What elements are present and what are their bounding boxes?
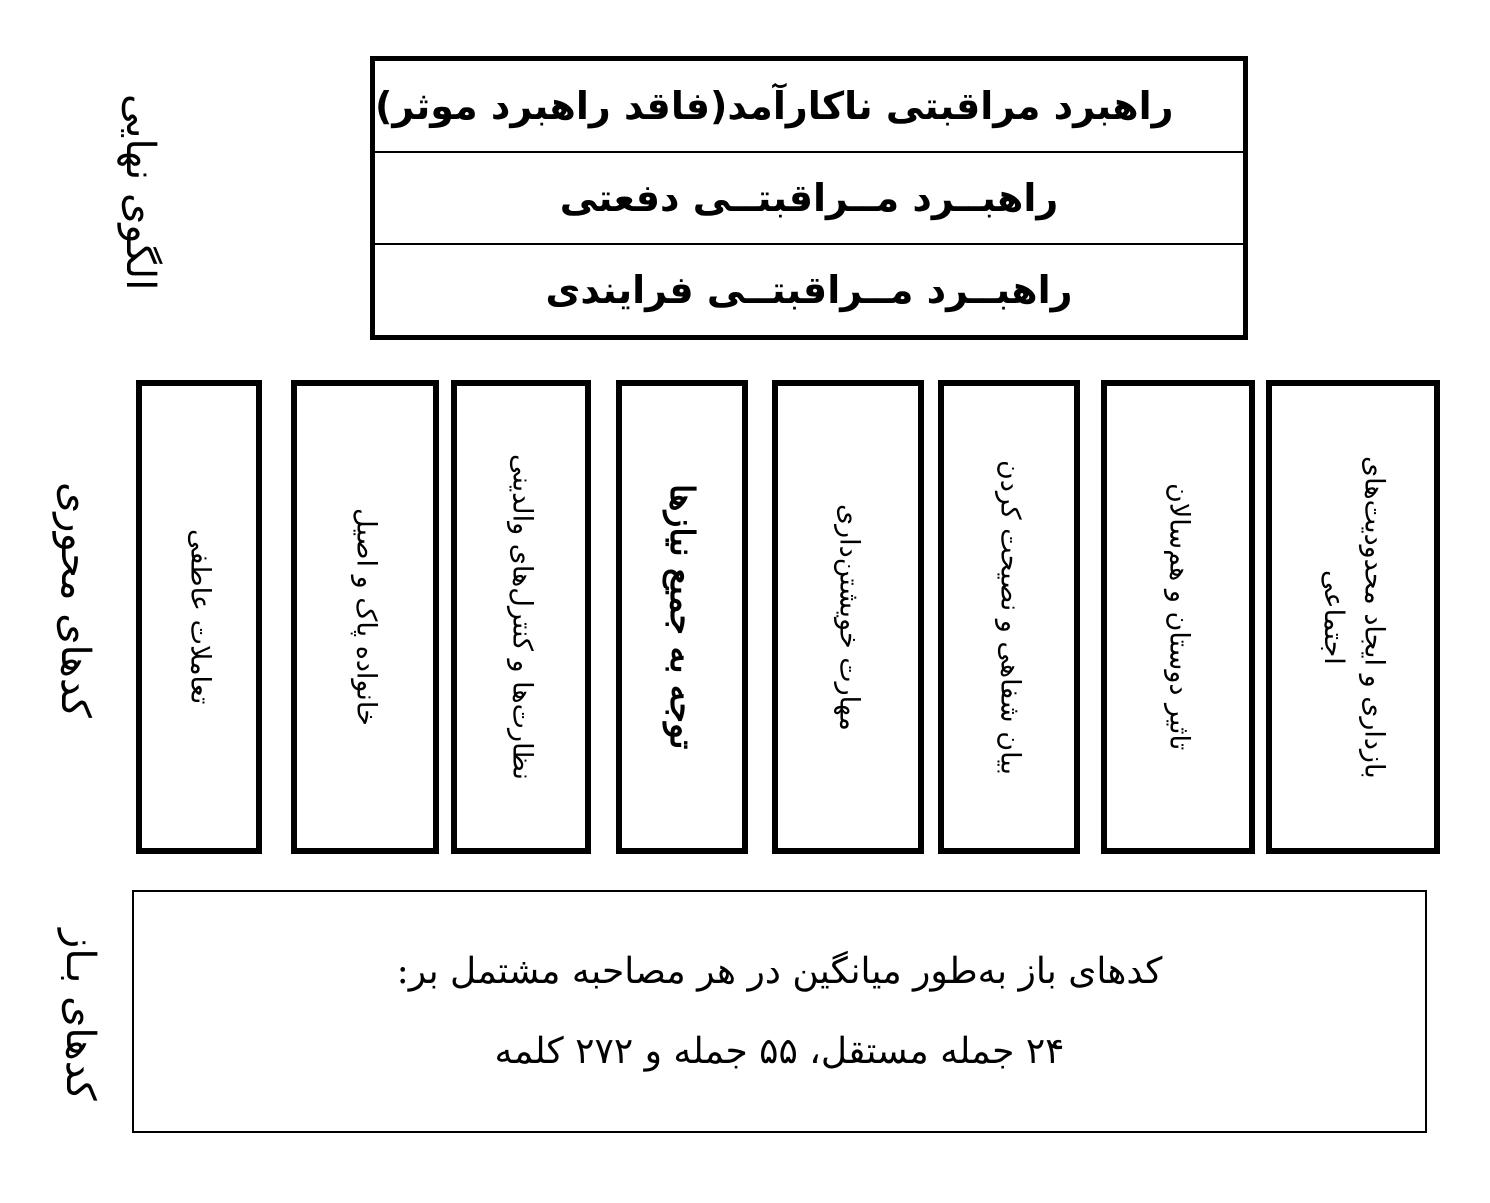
- axial-code-verbal-advice: بیان شفاهی و نصیحت کردن: [994, 459, 1026, 775]
- axial-codes-label: کدهای محوری: [52, 482, 98, 718]
- strategy-sudden: راهبــرد مــراقبتــی دفعتی: [375, 151, 1243, 243]
- axial-code-social-restriction: بازداری و ایجاد محدودیت‌های اجتماعی: [1318, 455, 1390, 779]
- axial-code-box-parental-control: [451, 380, 591, 854]
- axial-code-self-control: مهارت خویشتن‌داری: [833, 503, 865, 731]
- open-codes-label: کدهای بـاز: [57, 929, 103, 1101]
- axial-code-emotional-interaction: تعاملات عاطفی: [184, 529, 216, 705]
- axial-code-peer-influence: تاثیر دوستان و هم‌سالان: [1163, 483, 1195, 751]
- axial-code-pure-family: خانواده پاک و اصیل: [350, 508, 382, 726]
- axial-code-box-all-needs: [616, 380, 748, 854]
- axial-code-box-verbal-advice: [938, 380, 1080, 854]
- axial-code-box-emotional-interaction: [136, 380, 262, 854]
- axial-code-all-needs: توجه به جمیع نیازها: [662, 484, 702, 750]
- strategy-process: راهبــرد مــراقبتــی فرایندی: [375, 243, 1243, 335]
- open-codes-box: [132, 890, 1427, 1133]
- axial-code-box-self-control: [772, 380, 924, 854]
- final-model-label: الگوی نهایی: [117, 94, 163, 291]
- axial-code-parental-control: نظارت‌ها و کنترل‌های والدینی: [506, 454, 538, 780]
- open-codes-counts: ۲۴ جمله مستقل، ۵۵ جمله و ۲۷۲ کلمه: [494, 1030, 1065, 1072]
- axial-code-box-peer-influence: [1101, 380, 1255, 854]
- final-model-box: [370, 56, 1248, 340]
- axial-code-box-pure-family: [291, 380, 439, 854]
- open-codes-summary: کدهای باز به‌طور میانگین در هر مصاحبه مشتمل بر:: [396, 950, 1163, 992]
- strategy-ineffective: راهبرد مراقبتی ناکارآمد(فاقد راهبرد موثر): [375, 84, 1174, 128]
- axial-code-box-social-restriction: [1266, 380, 1440, 854]
